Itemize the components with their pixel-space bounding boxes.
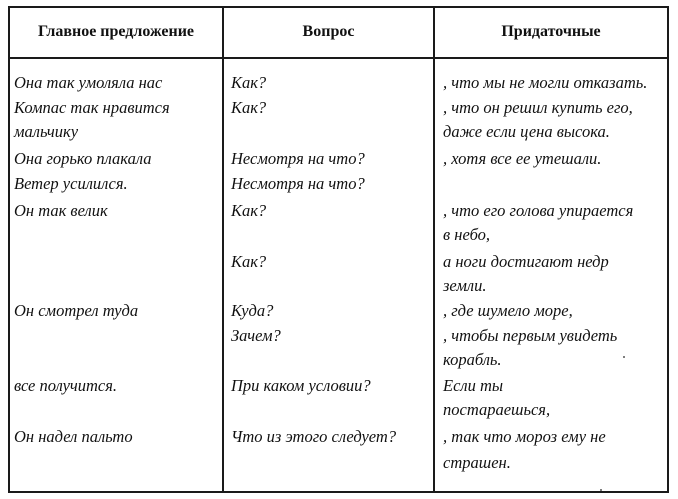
main-clause-cell: Она так умоляла нас xyxy=(14,73,163,92)
subordinate-cell: в небо, xyxy=(443,225,491,244)
main-clause-cell: мальчику xyxy=(14,122,79,141)
question-cell: При каком условии? xyxy=(231,376,371,395)
subordinate-cell: , что он решил купить его, xyxy=(443,98,633,117)
subordinate-cell: , хотя все ее утешали. xyxy=(443,149,602,168)
subordinate-cell: даже если цена высока. xyxy=(443,122,610,141)
subordinate-cell: , что мы не могли отказать. xyxy=(443,73,648,92)
subordinate-cell: корабль. xyxy=(443,350,502,369)
subordinate-cell: земли. xyxy=(443,276,487,295)
subordinate-cell: , так что мороз ему не xyxy=(443,427,606,446)
question-cell: Как? xyxy=(231,252,267,271)
question-cell: Зачем? xyxy=(231,326,281,345)
question-cell: Как? xyxy=(231,201,267,220)
subordinate-cell: , чтобы первым увидеть xyxy=(443,326,618,345)
header-divider xyxy=(8,57,669,59)
column-divider-2 xyxy=(433,6,435,493)
question-cell: Как? xyxy=(231,73,267,92)
main-clause-cell: Она горько плакала xyxy=(14,149,152,168)
subordinate-cell: , где шумело море, xyxy=(443,301,573,320)
print-speck xyxy=(623,356,625,358)
main-clause-cell: Он надел пальто xyxy=(14,427,133,446)
subordinate-cell: а ноги достигают недр xyxy=(443,252,609,271)
header-main-clause: Главное предложение xyxy=(37,23,195,40)
subordinate-cell: , что его голова упирается xyxy=(443,201,634,220)
question-cell: Несмотря на что? xyxy=(231,174,365,193)
main-clause-cell: Ветер усилился. xyxy=(14,174,128,193)
subordinate-cell: постараешься, xyxy=(443,400,551,419)
question-cell: Что из этого следует? xyxy=(231,427,397,446)
question-cell: Как? xyxy=(231,98,267,117)
main-clause-cell: Компас так нравится xyxy=(14,98,170,117)
subordinate-cell: страшен. xyxy=(443,453,511,472)
main-clause-cell: Он так велик xyxy=(14,201,108,220)
header-question: Вопрос xyxy=(302,23,355,40)
column-divider-1 xyxy=(222,6,224,493)
question-cell: Несмотря на что? xyxy=(231,149,365,168)
question-cell: Куда? xyxy=(231,301,274,320)
main-clause-cell: все получится. xyxy=(14,376,118,395)
subordinate-cell: Если ты xyxy=(443,376,504,395)
print-speck xyxy=(600,489,602,491)
main-clause-cell: Он смотрел туда xyxy=(14,301,139,320)
header-subordinate: Придаточные xyxy=(501,23,601,40)
